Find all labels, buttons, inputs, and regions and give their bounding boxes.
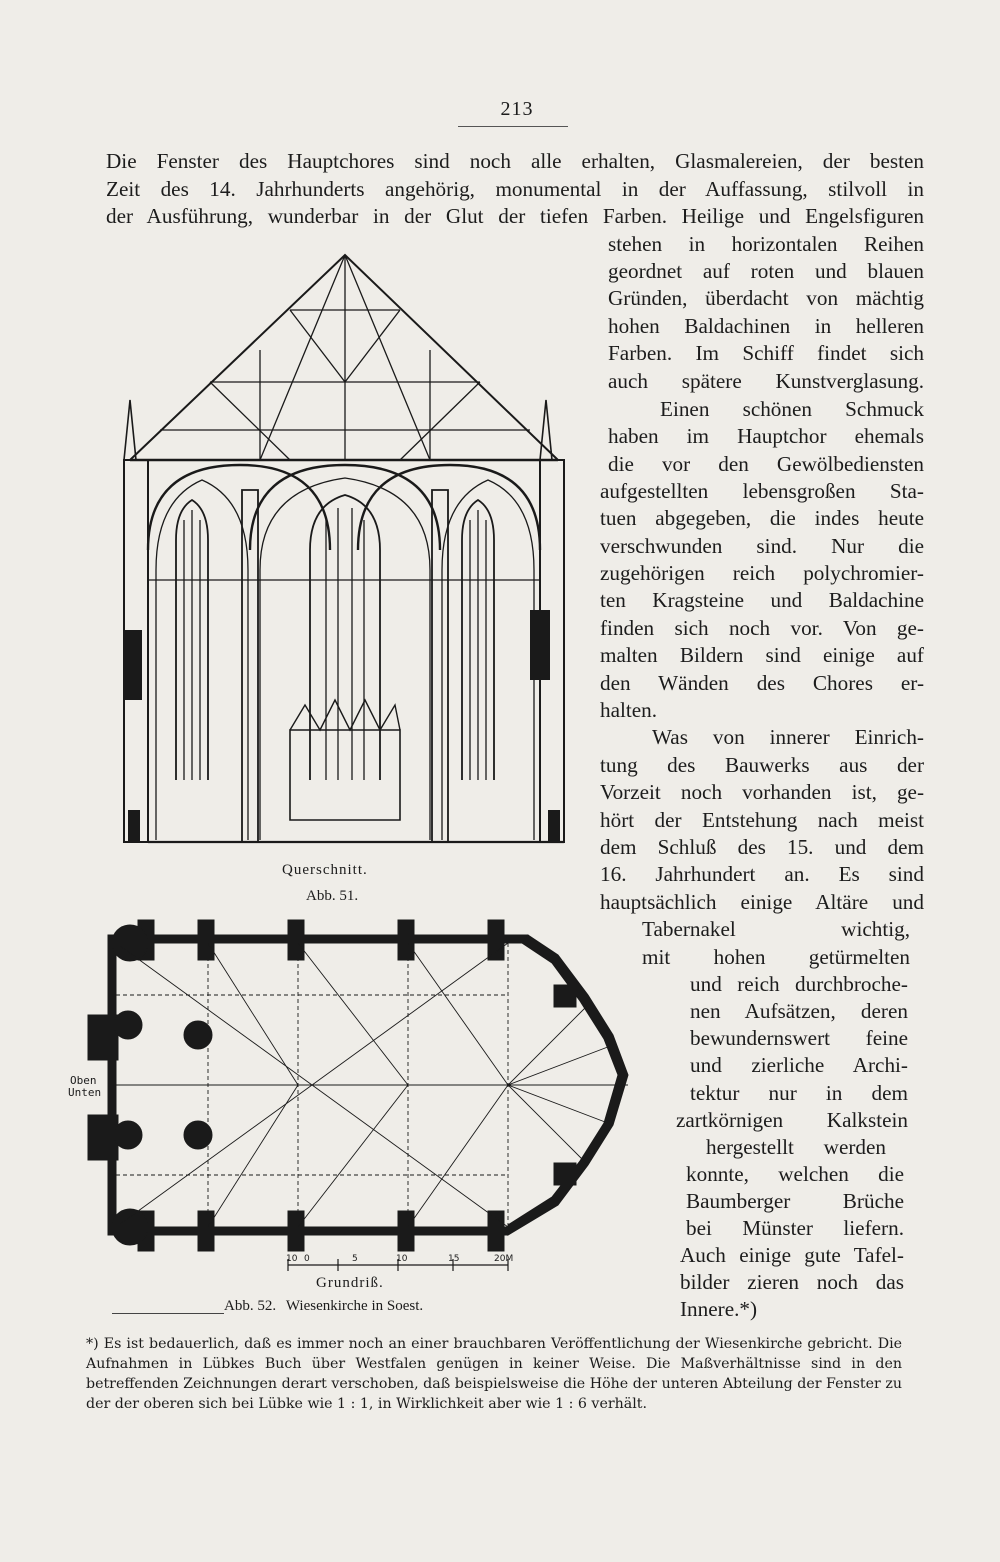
text-line: Baumberger Brüche (686, 1189, 904, 1213)
footnote-rule (112, 1313, 224, 1314)
scale-label: 10 (396, 1254, 408, 1264)
cross-section-drawing (90, 250, 570, 860)
text-line: aufgestellten lebensgroßen Sta- (600, 479, 924, 503)
figure51-caption-number: Abb. 51. (306, 888, 359, 904)
text-line: hauptsächlich einige Altäre und (600, 890, 924, 914)
text-line: bilder zieren noch das (680, 1270, 904, 1294)
scale-label: 0 (304, 1254, 310, 1264)
figure52-caption-number: Abb. 52. (224, 1298, 277, 1314)
text-line: halten. (600, 698, 658, 722)
text-line: und zierliche Archi- (690, 1053, 908, 1077)
text-line: Zeit des 14. Jahrhunderts angehörig, monumental in der Auffassung, stilvoll in (106, 177, 924, 201)
text-line: finden sich noch vor. Von ge- (600, 616, 924, 640)
text-line: mit hohen getürmelten (642, 945, 910, 969)
plan-label-unten: Unten (68, 1086, 102, 1099)
text-line: dem Schluß des 15. und dem (600, 835, 924, 859)
text-line: nen Aufsätzen, deren (690, 999, 908, 1023)
text-line: ten Kragsteine und Baldachine (600, 588, 924, 612)
text-line: tuen abgegeben, die indes heute (600, 506, 924, 530)
text-line: bei Münster liefern. (686, 1216, 904, 1240)
text-line: konnte, welchen die (686, 1162, 904, 1186)
scale-label: 10 (286, 1254, 298, 1264)
text-line: die vor den Gewölbediensten (608, 452, 924, 476)
text-line: auch spätere Kunstverglasung. (608, 369, 924, 393)
page-number-rule (458, 126, 568, 127)
text-line: Vorzeit noch vorhanden ist, ge- (600, 780, 924, 804)
ground-plan-drawing (68, 915, 648, 1275)
scale-label: 5 (352, 1254, 358, 1264)
text-line: stehen in horizontalen Reihen (608, 232, 924, 256)
text-line: Innere.*) (680, 1297, 758, 1321)
text-line: den Wänden des Chores er- (600, 671, 924, 695)
scale-label: 15 (448, 1254, 460, 1264)
text-line: 16. Jahrhundert an. Es sind (600, 862, 924, 886)
text-line: zartkörnigen Kalkstein (676, 1108, 908, 1132)
text-line: haben im Hauptchor ehemals (608, 424, 924, 448)
text-line: geordnet auf roten und blauen (608, 259, 924, 283)
text-line: tung des Bauwerks aus der (600, 753, 924, 777)
text-line: und reich durchbroche- (690, 972, 908, 996)
figure51-caption-title: Querschnitt. (282, 862, 368, 878)
text-line: hergestellt werden (706, 1135, 886, 1159)
text-line: Tabernakel wichtig, (642, 917, 910, 941)
figure52-caption-title: Grundriß. (316, 1275, 384, 1291)
text-line: Was von innerer Einrich- (652, 725, 924, 749)
text-line: Einen schönen Schmuck (660, 397, 924, 421)
text-line: hört der Entstehung nach meist (600, 808, 924, 832)
text-line: verschwunden sind. Nur die (600, 534, 924, 558)
text-line: der Ausführung, wunderbar in der Glut der tiefen Farben. Heilige und Engelsfiguren (106, 204, 924, 228)
text-line: hohen Baldachinen in helleren (608, 314, 924, 338)
text-line: bewundernswert feine (690, 1026, 908, 1050)
text-line: zugehörigen reich polychromier- (600, 561, 924, 585)
text-line: tektur nur in dem (690, 1081, 908, 1105)
text-line: malten Bildern sind einige auf (600, 643, 924, 667)
text-line: Gründen, überdacht von mächtig (608, 286, 924, 310)
scale-label: 20M (494, 1254, 514, 1264)
footnote: *) Es ist bedauerlich, daß es immer noch an einer brauchbaren Veröffentlichung der Wiesenkirche gebricht. Die Aufnahmen in Lübkes Buch über Westfalen genügen in keiner Weise. Die Maßverhältnisse sind in den betreffenden Zeichnungen derart verschoben, daß beispielsweise die Höhe der unteren Abteilung der Fenster zu der der oberen sich bei Lübke wie 1 : 1, in Wirklichkeit aber wie 1 : 6 verhält. (86, 1336, 902, 1412)
text-line: Auch einige gute Tafel- (680, 1243, 904, 1267)
text-line: Farben. Im Schiff findet sich (608, 341, 924, 365)
scale-bar-labels (282, 1254, 522, 1266)
page-number: 213 (500, 98, 534, 120)
text-line: Die Fenster des Hauptchores sind noch alle erhalten, Glasmalereien, der besten (106, 149, 924, 173)
figure52-caption (224, 1298, 423, 1315)
plan-label-oben: Oben (70, 1074, 97, 1087)
figure52-caption-text: Wiesenkirche in Soest. (285, 1298, 424, 1314)
